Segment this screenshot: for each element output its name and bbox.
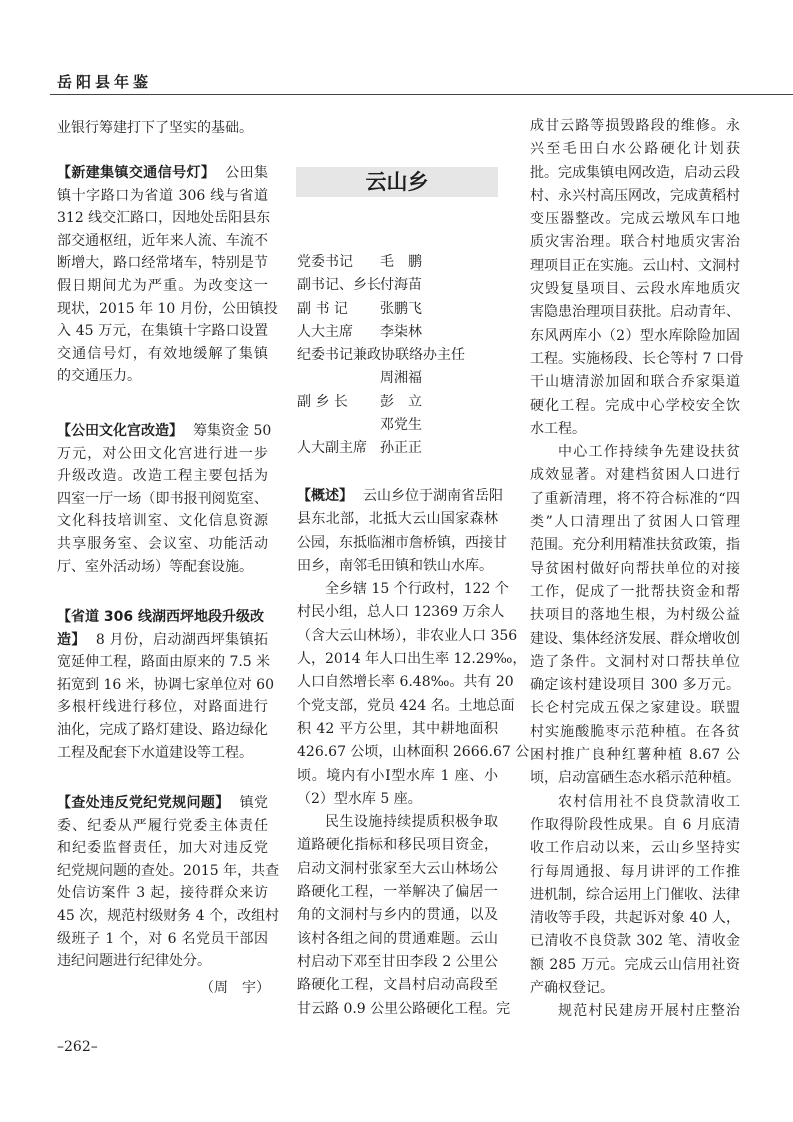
- section-heading: 【公田文化宫改造】: [57, 423, 183, 439]
- line-text: 田乡，南邻毛田镇和铁山水库。: [297, 557, 493, 574]
- text-line: [297, 671, 514, 694]
- line-text: 产确权登记。: [530, 979, 614, 996]
- text-line: [530, 418, 740, 441]
- line-text: 范围。充分利用精准扶贫政策，指: [530, 537, 740, 554]
- text-line: [530, 954, 740, 977]
- line-text: 困村推广良种红薯种植 8.67 公: [530, 747, 740, 764]
- line-text: 类”人口清理出了贫困人口管理: [530, 514, 740, 531]
- text-line: [530, 255, 740, 278]
- text-line: [530, 395, 740, 418]
- text-line: [530, 325, 740, 348]
- line-text: 农村信用社不良贷款清收工: [558, 793, 740, 810]
- text-line: [297, 788, 498, 811]
- text-line: [57, 860, 280, 883]
- section-culture-palace: [57, 420, 272, 578]
- line-text: 清收等手段，共起诉对象 40 人，: [530, 910, 740, 927]
- role: 副 乡 长: [297, 393, 348, 410]
- line-text: 筹集资金 50: [193, 423, 272, 439]
- text-line: [57, 465, 268, 488]
- line-text: 兴至毛田白水公路硬化计划获: [530, 141, 740, 158]
- line-text: 成效显著。对建档贫困人口进行: [530, 467, 740, 484]
- person-name: 付海苗: [380, 277, 422, 294]
- text-line: [530, 488, 740, 511]
- text-line: [297, 811, 498, 834]
- line-text: 全乡辖 15 个行政村，122 个: [325, 581, 509, 598]
- text-line: [530, 651, 740, 674]
- line-text: 东风两库小（2）型水库除险加固: [530, 327, 740, 344]
- line-text: 角的文洞村与乡内的贯通，以及: [297, 907, 498, 924]
- text-line: [530, 837, 740, 860]
- line-text: 该村各组之间的贯通难题。云山: [297, 930, 498, 947]
- text-line: [57, 792, 268, 815]
- line-text: 纪党规问题的查处。2015 年，共查: [57, 862, 280, 879]
- line-text: 业银行筹建打下了坚实的基础。: [57, 120, 253, 136]
- line-text: 造了条件。文洞村对口帮扶单位: [530, 653, 740, 670]
- line-text: 路硬化工程，文昌村启动高段至: [297, 977, 498, 994]
- line-text: 村民小组，总人口 12369 万余人: [297, 604, 505, 621]
- overview-text: [297, 485, 530, 1021]
- person-name: 周湘福: [380, 370, 422, 387]
- line-text: 四室一厅一场（即书报刊阅览室、: [57, 490, 268, 507]
- line-text: 道路硬化指标和移民项目资金，: [297, 837, 498, 854]
- line-text: 理项目正在实施。云山村、文洞村: [530, 257, 740, 274]
- role: 纪委书记兼政协联络办主任: [297, 347, 465, 364]
- text-line: [57, 905, 280, 928]
- line-text: 违纪问题进行纪律处分。: [57, 953, 211, 970]
- line-text: 进机制，综合运用上门催收、法律: [530, 886, 740, 903]
- line-text: 硬化工程。完成中心学校安全饮: [530, 397, 740, 414]
- text-line: [57, 651, 271, 674]
- text-line: [57, 533, 268, 556]
- line-text: 已清收不良贷款 302 笔、清收金: [530, 933, 740, 950]
- text-line: [530, 674, 740, 697]
- line-text: 中心工作持续争先建设扶贫: [558, 444, 740, 461]
- section-heading: 【新建集镇交通信号灯】: [57, 165, 216, 181]
- text-line: [530, 441, 740, 464]
- text-line: [530, 628, 740, 651]
- roster-row: [297, 414, 507, 437]
- text-line: [297, 834, 498, 857]
- intro-paragraph: [57, 117, 268, 140]
- line-text: 行每周通报、每月讲评的工作推: [530, 863, 740, 880]
- line-text: 厅、室外活动场）等配套设施。: [57, 558, 253, 575]
- line-text: 变压器整改。完成云墩风车口地: [530, 211, 740, 228]
- text-line: [530, 581, 740, 604]
- line-text: 导贫困村做好向帮扶单位的对接: [530, 560, 740, 577]
- text-line: [57, 950, 268, 973]
- section-heading: 造】: [57, 631, 86, 648]
- text-line: [297, 508, 498, 531]
- line-text: 部交通枢纽，近年来人流、车流不: [57, 232, 268, 249]
- person-name: 张鹏飞: [380, 300, 422, 317]
- line-text: 批。完成集镇电网改造，启动云段: [530, 164, 740, 181]
- text-line: [57, 320, 268, 343]
- line-text: 级班子 1 个，对 6 名党员干部因: [57, 930, 268, 947]
- text-line: [530, 464, 740, 487]
- line-text: 宽延伸工程，路面由原来的 7.5 米: [57, 654, 271, 671]
- text-line: [57, 230, 268, 253]
- line-text: 启动文洞村张家至大云山林场公: [297, 860, 498, 877]
- text-line: [530, 1000, 740, 1023]
- text-line: [297, 648, 527, 671]
- text-line: [57, 252, 268, 275]
- text-line: [57, 365, 268, 388]
- text-line: [57, 837, 268, 860]
- text-line: [57, 556, 268, 579]
- line-text: 长仑村完成五保之家建设。联盟: [530, 700, 740, 717]
- text-line: [297, 578, 509, 601]
- line-text: 人口自然增长率 6.48‰。共有 20: [297, 674, 514, 691]
- line-text: （含大云山林场），非农业人口 356: [297, 627, 518, 644]
- text-line: [297, 718, 498, 741]
- line-text: 假日期间尤为严重。为改变这一: [57, 277, 268, 294]
- section-heading: 【省道 306 线湖西坪地段升级改: [57, 609, 264, 625]
- text-line: [57, 185, 268, 208]
- line-text: 规范村民建房开展村庄整治: [558, 1003, 740, 1020]
- text-line: [57, 510, 268, 533]
- line-text: 多根杆线进行移位，对路面进行: [57, 699, 268, 716]
- line-text: 建设、集体经济发展、群众增收创: [530, 630, 740, 647]
- line-text: 额 285 万元。完成云山信用社资: [530, 956, 740, 973]
- section-road-upgrade: [57, 606, 274, 764]
- line-text: 干山塘清淤加固和联合乔家渠道: [530, 374, 740, 391]
- text-line: [530, 697, 740, 720]
- text-line: [57, 719, 268, 742]
- role: 副 书 记: [297, 300, 348, 317]
- line-text: 县东北部，北抵大云山国家森林: [297, 511, 498, 528]
- line-text: 拓宽到 16 米，协调七家单位对 60: [57, 676, 274, 693]
- line-text: 45 次，规范村级财务 4 个，改组村: [57, 907, 280, 924]
- roster-row: [297, 391, 507, 414]
- line-text: 成甘云路等损毁路段的维修。永: [530, 118, 740, 134]
- line-text: 委、纪委从严履行党委主体责任: [57, 817, 268, 834]
- line-text: 交通信号灯，有效地缓解了集镇: [57, 345, 268, 362]
- line-text: 公田集: [225, 165, 269, 181]
- line-text: 了重新清理，将不符合标准的“四: [530, 490, 740, 507]
- line-text: 处信访案件 3 起，接待群众来访: [57, 885, 268, 902]
- text-line: [297, 532, 507, 555]
- roster-row: [297, 298, 507, 321]
- text-line: [530, 721, 740, 744]
- text-line: [297, 974, 498, 997]
- text-line: [530, 301, 740, 324]
- line-text: 公园，东抵临湘市詹桥镇，西接甘: [297, 534, 507, 551]
- line-text: 作取得阶段性成果。自 6 月底清: [530, 816, 740, 833]
- roster-row: [297, 321, 507, 344]
- person-name: 孙正正: [380, 440, 422, 457]
- text-line: [530, 977, 740, 1000]
- text-line: [297, 765, 498, 788]
- section-heading: 【概述】: [297, 488, 353, 504]
- text-line: [530, 558, 740, 581]
- line-text: 质灾害治理。联合村地质灾害治: [530, 234, 740, 251]
- leadership-roster: [297, 251, 507, 461]
- text-line: [57, 815, 268, 838]
- header-rule: [50, 94, 793, 95]
- text-line: [530, 371, 740, 394]
- text-line: [297, 998, 511, 1021]
- role: 副书记、乡长: [297, 277, 381, 294]
- line-text: 收工作启动以来，云山乡坚持实: [530, 840, 740, 857]
- line-text: （2）型水库 5 座。: [297, 790, 422, 807]
- line-text: 油化，完成了路灯建设、路边绿化: [57, 721, 268, 738]
- text-line: [530, 744, 740, 767]
- line-text: 人，2014 年人口出生率 12.29‰，: [297, 651, 527, 668]
- text-line: [530, 348, 744, 371]
- line-text: 312 线交汇路口，因地处岳阳县东: [57, 210, 271, 227]
- text-line: [530, 814, 740, 837]
- roster-row: [297, 344, 507, 367]
- text-line: [57, 488, 268, 511]
- roster-row: [297, 437, 507, 460]
- text-line: [297, 928, 498, 951]
- line-text: 升级改造。改造工程主要包括为: [57, 468, 268, 485]
- text-line: [57, 162, 268, 185]
- roster-row: [297, 251, 507, 274]
- text-line: [530, 767, 740, 790]
- line-text: 顷。境内有小Ⅰ型水库 1 座、小: [297, 767, 498, 784]
- text-line: [297, 904, 498, 927]
- role: 人大主席: [297, 323, 353, 340]
- text-line: [530, 884, 740, 907]
- person-name: 邓党生: [380, 417, 422, 434]
- person-name: 李柒林: [380, 323, 422, 340]
- text-line: [530, 534, 740, 557]
- line-text: 村实施酸脆枣示范种植。在各贫: [530, 723, 740, 740]
- text-line: [297, 858, 498, 881]
- line-text: 民生设施持续提质积极争取: [325, 814, 498, 831]
- running-head: 岳阳县年鉴: [57, 73, 153, 91]
- line-text: 工程及配套下水道建设等工程。: [57, 744, 253, 761]
- section-heading: 【查处违反党纪党规问题】: [57, 795, 230, 811]
- person-name: 彭 立: [380, 393, 422, 410]
- text-line: [297, 601, 505, 624]
- text-line: [57, 928, 268, 951]
- text-line: [530, 231, 740, 254]
- line-text: 和纪委监督责任，加大对违反党: [57, 840, 268, 857]
- text-line: [530, 511, 740, 534]
- text-line: [297, 951, 498, 974]
- line-text: 文化科技培训室、文化信息资源: [57, 513, 268, 530]
- text-line: [57, 343, 268, 366]
- line-text: 扶项目的落地生根，为村级公益: [530, 607, 740, 624]
- line-text: 顷，启动富硒生态水稻示范种植。: [530, 770, 740, 787]
- section-traffic-signal: [57, 162, 278, 388]
- text-line: [530, 185, 740, 208]
- section-title: 云山乡: [296, 167, 498, 197]
- text-line: [57, 606, 268, 629]
- line-text: 现状，2015 年 10 月份，公田镇投: [57, 300, 278, 317]
- line-text: 灾毁复垦项目、云段水库地质灾: [530, 281, 740, 298]
- line-text: 的交通压力。: [57, 368, 141, 385]
- line-text: 镇党: [239, 795, 269, 811]
- text-line: [297, 695, 515, 718]
- line-text: 426.67 公顷，山林面积 2666.67 公: [297, 744, 530, 761]
- line-text: 村启动下邓至甘田李段 2 公里公: [297, 953, 498, 970]
- text-line: [57, 696, 268, 719]
- page-number: –262–: [57, 1039, 98, 1055]
- line-text: 水工程。: [530, 420, 586, 437]
- text-line: [57, 298, 278, 321]
- text-line: [530, 930, 740, 953]
- text-line: [297, 881, 498, 904]
- text-line: [57, 629, 268, 652]
- text-line: [57, 420, 272, 443]
- line-text: 积 42 平方公里，其中耕地面积: [297, 720, 498, 737]
- text-line: [530, 278, 740, 301]
- role: 人大副主席: [297, 440, 367, 457]
- text-line: [530, 208, 740, 231]
- line-text: 甘云路 0.9 公里公路硬化工程。完: [297, 1000, 511, 1017]
- line-text: 害隐患治理项目获批。启动青年、: [530, 304, 740, 321]
- text-line: [297, 741, 530, 764]
- text-line: [57, 443, 268, 466]
- text-line: [530, 162, 740, 185]
- line-text: 入 45 万元，在集镇十字路口设置: [57, 323, 268, 340]
- text-line: [530, 604, 740, 627]
- text-line: [57, 207, 271, 230]
- text-line: [57, 882, 268, 905]
- line-text: 8 月份，启动湖西坪集镇拓: [95, 631, 269, 648]
- person-name: 毛 鹏: [380, 254, 422, 270]
- line-text: 确定该村建设项目 300 多万元。: [530, 677, 740, 694]
- text-line: [530, 861, 740, 884]
- line-text: 云山乡位于湖南省岳阳: [363, 488, 503, 504]
- line-text: 共享服务室、会议室、功能活动: [57, 535, 268, 552]
- text-line: [530, 138, 740, 161]
- section-discipline: [57, 792, 280, 973]
- role: 党委书记: [297, 254, 353, 270]
- line-text: 断增大，路口经常堵车，特别是节: [57, 255, 268, 272]
- line-text: 万元，对公田文化宫进行进一步: [57, 445, 268, 462]
- text-line: [57, 674, 274, 697]
- text-line: [297, 485, 503, 508]
- line-text: 工程。实施杨段、长仑等村 7 口骨: [530, 350, 744, 367]
- text-line: [57, 742, 268, 765]
- line-text: 村、永兴村高压网改，完成黄稻村: [530, 187, 740, 204]
- text-line: [57, 275, 268, 298]
- text-line: [530, 115, 740, 138]
- line-text: 路硬化工程，一举解决了偏居一: [297, 884, 498, 901]
- text-line: [530, 907, 740, 930]
- line-text: 镇十字路口为省道 306 线与省道: [57, 187, 268, 204]
- roster-row: [297, 367, 507, 390]
- line-text: 个党支部，党员 424 名。土地总面: [297, 697, 515, 714]
- line-text: 工作，促成了一批帮扶资金和帮: [530, 583, 740, 600]
- text-line: [530, 791, 740, 814]
- text-line: [297, 625, 518, 648]
- text-line: [57, 117, 268, 140]
- continued-text: [530, 115, 744, 1024]
- text-line: [297, 555, 498, 578]
- roster-row: [297, 274, 507, 297]
- author-credit: （周 宇）: [200, 980, 270, 996]
